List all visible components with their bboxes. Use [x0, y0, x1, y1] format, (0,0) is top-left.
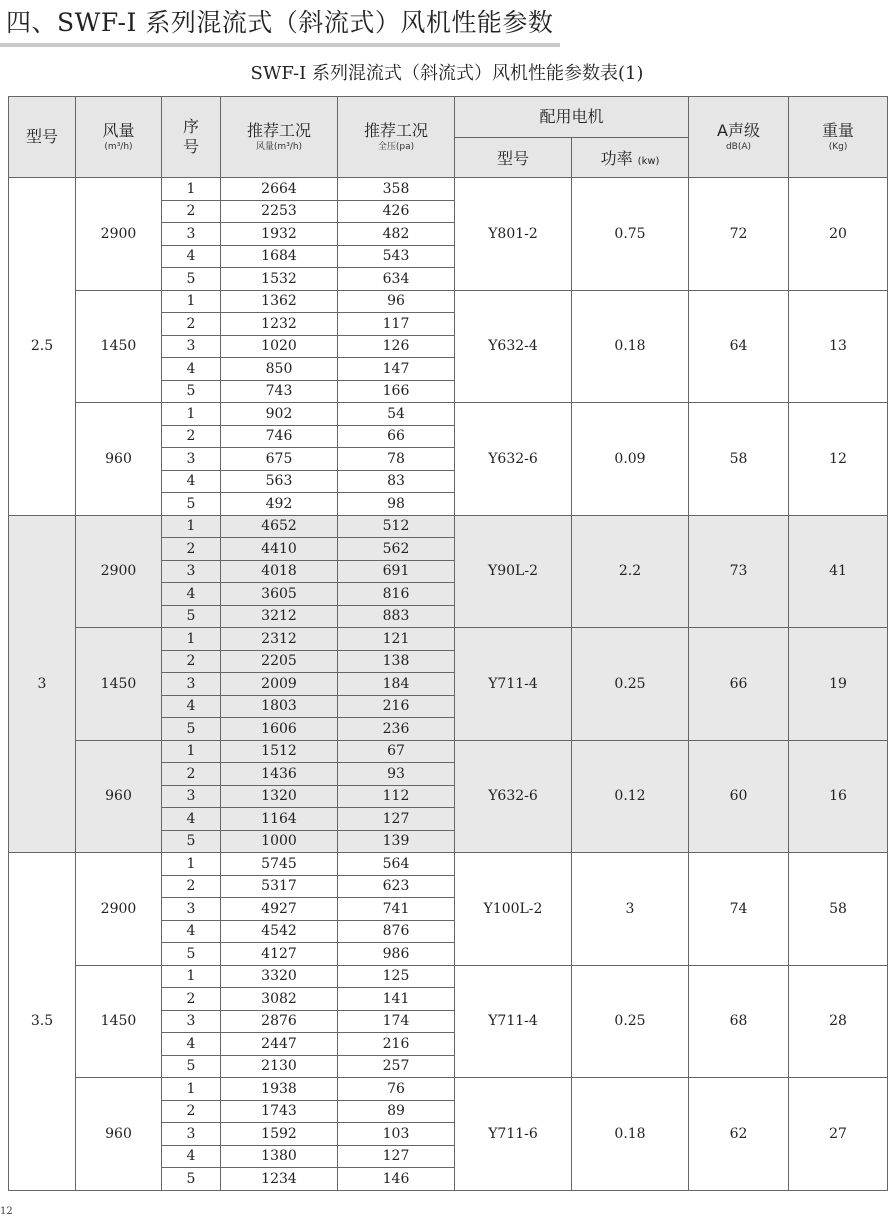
rec-airflow-cell: 2130 — [221, 1055, 338, 1078]
rec-airflow-cell: 5317 — [221, 875, 338, 898]
seq-cell: 3 — [162, 335, 221, 358]
header-motor-power: 功率 (kw) — [572, 138, 689, 178]
table-row — [9, 178, 888, 201]
rec-airflow-cell: 1938 — [221, 1078, 338, 1101]
seq-cell: 2 — [162, 425, 221, 448]
page-heading: 四、SWF-Ⅰ 系列混流式（斜流式）风机性能参数 — [6, 8, 554, 37]
weight-cell: 13 — [789, 290, 888, 403]
header-weight: 重量 (Kg) — [789, 97, 888, 178]
seq-cell: 5 — [162, 605, 221, 628]
rec-pressure-cell: 112 — [338, 785, 455, 808]
seq-cell: 1 — [162, 853, 221, 876]
noise-cell: 68 — [689, 965, 789, 1078]
rec-pressure-cell: 741 — [338, 898, 455, 921]
rec-pressure-cell: 166 — [338, 380, 455, 403]
model-cell: 3.5 — [9, 853, 76, 1191]
rec-airflow-cell: 1684 — [221, 245, 338, 268]
seq-cell: 3 — [162, 673, 221, 696]
rec-pressure-cell: 216 — [338, 1033, 455, 1056]
rec-pressure-cell: 103 — [338, 1123, 455, 1146]
seq-cell: 5 — [162, 493, 221, 516]
rec-airflow-cell: 3212 — [221, 605, 338, 628]
table-row — [9, 628, 888, 651]
heading-underline — [0, 43, 560, 47]
seq-cell: 3 — [162, 223, 221, 246]
rec-airflow-cell: 4652 — [221, 515, 338, 538]
motor-power-cell: 0.18 — [572, 1078, 689, 1191]
seq-cell: 2 — [162, 1100, 221, 1123]
header-rec-airflow: 推荐工况 风量(m³/h) — [221, 97, 338, 178]
rec-pressure-cell: 89 — [338, 1100, 455, 1123]
rec-pressure-cell: 98 — [338, 493, 455, 516]
rec-pressure-cell: 816 — [338, 583, 455, 606]
airflow-cell: 960 — [76, 403, 162, 516]
seq-cell: 5 — [162, 830, 221, 853]
rec-pressure-cell: 691 — [338, 560, 455, 583]
rec-pressure-cell: 564 — [338, 853, 455, 876]
rec-airflow-cell: 1380 — [221, 1145, 338, 1168]
motor-power-cell: 0.12 — [572, 740, 689, 853]
rec-airflow-cell: 1000 — [221, 830, 338, 853]
motor-model-cell: Y90L-2 — [455, 515, 572, 628]
model-cell: 3 — [9, 515, 76, 853]
table-row — [9, 1078, 888, 1101]
header-noise: A声级 dB(A) — [689, 97, 789, 178]
table-row — [9, 403, 888, 426]
seq-cell: 3 — [162, 560, 221, 583]
rec-airflow-cell: 1512 — [221, 740, 338, 763]
rec-pressure-cell: 125 — [338, 965, 455, 988]
seq-cell: 2 — [162, 313, 221, 336]
motor-power-cell: 3 — [572, 853, 689, 966]
rec-airflow-cell: 563 — [221, 470, 338, 493]
airflow-cell: 960 — [76, 740, 162, 853]
rec-pressure-cell: 216 — [338, 695, 455, 718]
rec-airflow-cell: 2876 — [221, 1010, 338, 1033]
rec-pressure-cell: 127 — [338, 1145, 455, 1168]
rec-airflow-cell: 1232 — [221, 313, 338, 336]
noise-cell: 66 — [689, 628, 789, 741]
header-model: 型号 — [9, 97, 76, 178]
header-motor-model: 型号 — [455, 138, 572, 178]
airflow-cell: 2900 — [76, 515, 162, 628]
seq-cell: 4 — [162, 583, 221, 606]
rec-airflow-cell: 1436 — [221, 763, 338, 786]
seq-cell: 1 — [162, 178, 221, 201]
motor-power-cell: 0.75 — [572, 178, 689, 291]
seq-cell: 4 — [162, 358, 221, 381]
weight-cell: 28 — [789, 965, 888, 1078]
rec-airflow-cell: 1606 — [221, 718, 338, 741]
rec-pressure-cell: 54 — [338, 403, 455, 426]
seq-cell: 1 — [162, 740, 221, 763]
rec-airflow-cell: 1532 — [221, 268, 338, 291]
rec-pressure-cell: 78 — [338, 448, 455, 471]
rec-pressure-cell: 93 — [338, 763, 455, 786]
rec-pressure-cell: 127 — [338, 808, 455, 831]
noise-cell: 72 — [689, 178, 789, 291]
rec-pressure-cell: 67 — [338, 740, 455, 763]
rec-pressure-cell: 83 — [338, 470, 455, 493]
seq-cell: 5 — [162, 268, 221, 291]
motor-model-cell: Y711-4 — [455, 628, 572, 741]
seq-cell: 4 — [162, 470, 221, 493]
rec-airflow-cell: 3082 — [221, 988, 338, 1011]
seq-cell: 3 — [162, 1123, 221, 1146]
rec-airflow-cell: 743 — [221, 380, 338, 403]
seq-cell: 1 — [162, 628, 221, 651]
seq-cell: 1 — [162, 1078, 221, 1101]
rec-pressure-cell: 117 — [338, 313, 455, 336]
rec-airflow-cell: 2253 — [221, 200, 338, 223]
rec-airflow-cell: 902 — [221, 403, 338, 426]
weight-cell: 19 — [789, 628, 888, 741]
seq-cell: 3 — [162, 898, 221, 921]
model-cell: 2.5 — [9, 178, 76, 516]
rec-airflow-cell: 2009 — [221, 673, 338, 696]
rec-airflow-cell: 2447 — [221, 1033, 338, 1056]
rec-airflow-cell: 4542 — [221, 920, 338, 943]
motor-model-cell: Y711-4 — [455, 965, 572, 1078]
motor-model-cell: Y100L-2 — [455, 853, 572, 966]
seq-cell: 5 — [162, 1055, 221, 1078]
seq-cell: 4 — [162, 1033, 221, 1056]
rec-pressure-cell: 876 — [338, 920, 455, 943]
seq-cell: 2 — [162, 538, 221, 561]
rec-airflow-cell: 3605 — [221, 583, 338, 606]
rec-pressure-cell: 543 — [338, 245, 455, 268]
seq-cell: 3 — [162, 785, 221, 808]
seq-cell: 1 — [162, 290, 221, 313]
seq-cell: 2 — [162, 988, 221, 1011]
rec-airflow-cell: 2312 — [221, 628, 338, 651]
rec-airflow-cell: 1932 — [221, 223, 338, 246]
rec-pressure-cell: 139 — [338, 830, 455, 853]
rec-pressure-cell: 236 — [338, 718, 455, 741]
rec-pressure-cell: 512 — [338, 515, 455, 538]
rec-pressure-cell: 76 — [338, 1078, 455, 1101]
seq-cell: 4 — [162, 695, 221, 718]
rec-airflow-cell: 1803 — [221, 695, 338, 718]
airflow-cell: 2900 — [76, 178, 162, 291]
rec-pressure-cell: 174 — [338, 1010, 455, 1033]
rec-pressure-cell: 562 — [338, 538, 455, 561]
seq-cell: 5 — [162, 380, 221, 403]
rec-airflow-cell: 746 — [221, 425, 338, 448]
rec-airflow-cell: 4018 — [221, 560, 338, 583]
airflow-cell: 960 — [76, 1078, 162, 1191]
rec-pressure-cell: 358 — [338, 178, 455, 201]
header-seq: 序号 — [162, 97, 221, 178]
seq-cell: 2 — [162, 763, 221, 786]
airflow-cell: 2900 — [76, 853, 162, 966]
noise-cell: 74 — [689, 853, 789, 966]
weight-cell: 27 — [789, 1078, 888, 1191]
rec-airflow-cell: 1020 — [221, 335, 338, 358]
seq-cell: 4 — [162, 920, 221, 943]
rec-airflow-cell: 1234 — [221, 1168, 338, 1191]
seq-cell: 3 — [162, 448, 221, 471]
seq-cell: 3 — [162, 1010, 221, 1033]
rec-pressure-cell: 623 — [338, 875, 455, 898]
motor-model-cell: Y801-2 — [455, 178, 572, 291]
weight-cell: 12 — [789, 403, 888, 516]
table-row — [9, 965, 888, 988]
rec-pressure-cell: 883 — [338, 605, 455, 628]
rec-airflow-cell: 1362 — [221, 290, 338, 313]
header-motor: 配用电机 — [455, 97, 689, 138]
airflow-cell: 1450 — [76, 628, 162, 741]
motor-power-cell: 2.2 — [572, 515, 689, 628]
rec-pressure-cell: 257 — [338, 1055, 455, 1078]
table-title: SWF-Ⅰ 系列混流式（斜流式）风机性能参数表(1) — [250, 63, 644, 84]
seq-cell: 5 — [162, 943, 221, 966]
rec-pressure-cell: 126 — [338, 335, 455, 358]
table-row — [9, 290, 888, 313]
seq-cell: 1 — [162, 403, 221, 426]
noise-cell: 73 — [689, 515, 789, 628]
page-number: 12 — [0, 1206, 13, 1217]
rec-airflow-cell: 2205 — [221, 650, 338, 673]
table-row — [9, 853, 888, 876]
header-airflow: 风量 (m³/h) — [76, 97, 162, 178]
seq-cell: 1 — [162, 515, 221, 538]
rec-airflow-cell: 5745 — [221, 853, 338, 876]
motor-model-cell: Y632-4 — [455, 290, 572, 403]
rec-airflow-cell: 3320 — [221, 965, 338, 988]
rec-pressure-cell: 986 — [338, 943, 455, 966]
motor-power-cell: 0.25 — [572, 965, 689, 1078]
noise-cell: 58 — [689, 403, 789, 516]
rec-pressure-cell: 96 — [338, 290, 455, 313]
weight-cell: 20 — [789, 178, 888, 291]
rec-pressure-cell: 66 — [338, 425, 455, 448]
rec-airflow-cell: 675 — [221, 448, 338, 471]
seq-cell: 5 — [162, 1168, 221, 1191]
noise-cell: 64 — [689, 290, 789, 403]
weight-cell: 58 — [789, 853, 888, 966]
rec-airflow-cell: 1592 — [221, 1123, 338, 1146]
table-row — [9, 515, 888, 538]
rec-airflow-cell: 492 — [221, 493, 338, 516]
rec-airflow-cell: 4127 — [221, 943, 338, 966]
fan-performance-table — [8, 96, 888, 1191]
rec-pressure-cell: 482 — [338, 223, 455, 246]
rec-pressure-cell: 426 — [338, 200, 455, 223]
motor-power-cell: 0.09 — [572, 403, 689, 516]
rec-airflow-cell: 1743 — [221, 1100, 338, 1123]
rec-pressure-cell: 147 — [338, 358, 455, 381]
noise-cell: 62 — [689, 1078, 789, 1191]
seq-cell: 2 — [162, 200, 221, 223]
rec-pressure-cell: 141 — [338, 988, 455, 1011]
motor-model-cell: Y711-6 — [455, 1078, 572, 1191]
rec-airflow-cell: 4410 — [221, 538, 338, 561]
seq-cell: 4 — [162, 245, 221, 268]
weight-cell: 16 — [789, 740, 888, 853]
motor-power-cell: 0.18 — [572, 290, 689, 403]
motor-model-cell: Y632-6 — [455, 740, 572, 853]
rec-airflow-cell: 2664 — [221, 178, 338, 201]
seq-cell: 5 — [162, 718, 221, 741]
rec-pressure-cell: 138 — [338, 650, 455, 673]
rec-airflow-cell: 4927 — [221, 898, 338, 921]
noise-cell: 60 — [689, 740, 789, 853]
rec-airflow-cell: 850 — [221, 358, 338, 381]
table-row — [9, 740, 888, 763]
airflow-cell: 1450 — [76, 290, 162, 403]
rec-airflow-cell: 1320 — [221, 785, 338, 808]
seq-cell: 2 — [162, 875, 221, 898]
seq-cell: 1 — [162, 965, 221, 988]
seq-cell: 4 — [162, 808, 221, 831]
rec-pressure-cell: 146 — [338, 1168, 455, 1191]
motor-model-cell: Y632-6 — [455, 403, 572, 516]
rec-pressure-cell: 634 — [338, 268, 455, 291]
motor-power-cell: 0.25 — [572, 628, 689, 741]
header-rec-pressure: 推荐工况 全压(pa) — [338, 97, 455, 178]
rec-airflow-cell: 1164 — [221, 808, 338, 831]
rec-pressure-cell: 121 — [338, 628, 455, 651]
seq-cell: 2 — [162, 650, 221, 673]
seq-cell: 4 — [162, 1145, 221, 1168]
weight-cell: 41 — [789, 515, 888, 628]
rec-pressure-cell: 184 — [338, 673, 455, 696]
airflow-cell: 1450 — [76, 965, 162, 1078]
